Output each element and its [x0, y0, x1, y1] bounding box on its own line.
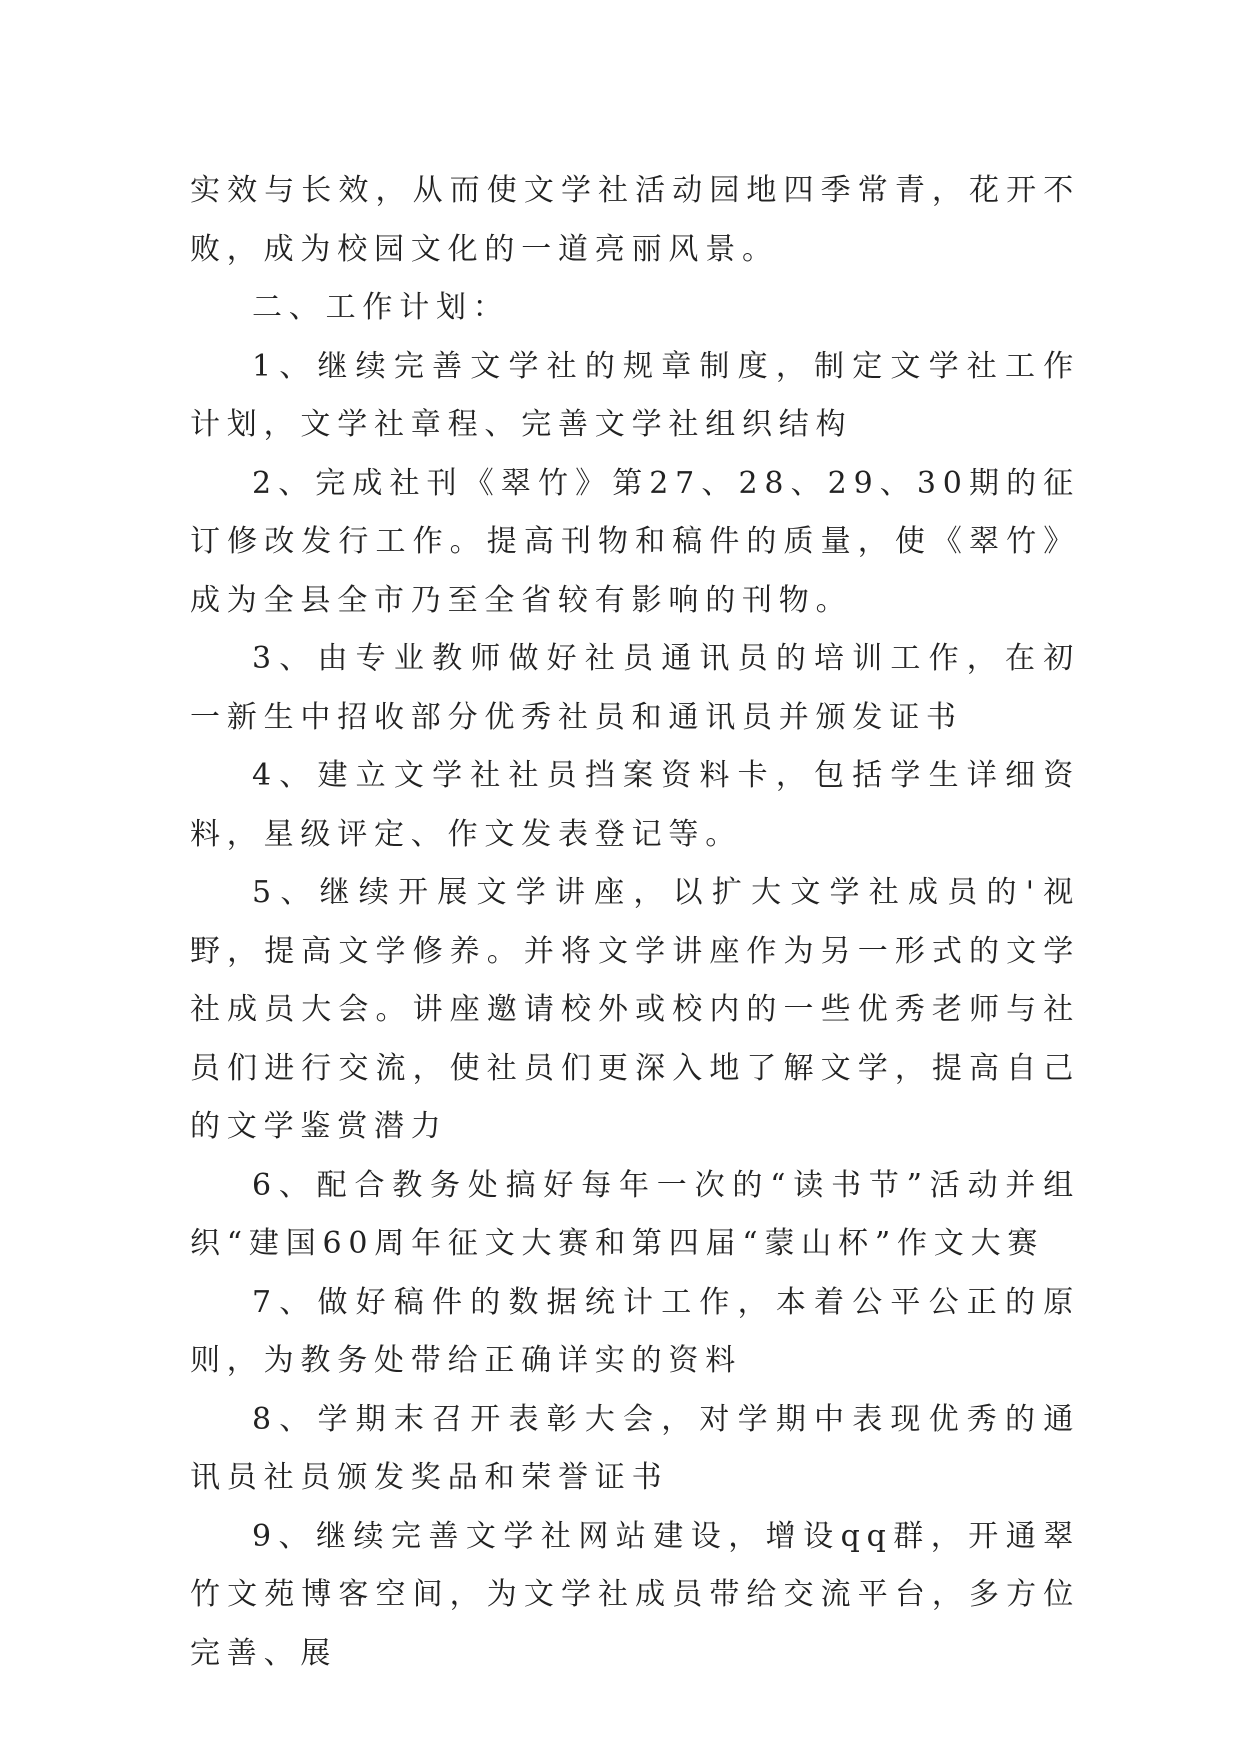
plan-item-2: 2、完成社刊《翠竹》第27、28、29、30期的征订修改发行工作。提高刊物和稿件的质量，使《翠竹》成为全县全市乃至全省较有影响的刊物。: [190, 465, 1080, 618]
plan-item-7: 7、做好稿件的数据统计工作，本着公平公正的原则，为教务处带给正确详实的资料: [190, 1284, 1080, 1378]
section-heading-work-plan: 二、工作计划：: [252, 290, 510, 325]
paragraph-continuation: 实效与长效，从而使文学社活动园地四季常青，花开不败，成为校园文化的一道亮丽风景。: [190, 173, 1080, 267]
plan-item-4: 4、建立文学社社员挡案资料卡，包括学生详细资料，星级评定、作文发表登记等。: [190, 758, 1080, 852]
plan-item-6: 6、配合教务处搞好每年一次的“读书节”活动并组织“建国60周年征文大赛和第四届“蒙山杯”作文大赛: [190, 1167, 1080, 1261]
plan-item-3: 3、由专业教师做好社员通讯员的培训工作，在初一新生中招收部分优秀社员和通讯员并颁发证书: [190, 641, 1080, 735]
plan-item-8: 8、学期末召开表彰大会，对学期中表现优秀的通讯员社员颁发奖品和荣誉证书: [190, 1401, 1080, 1495]
plan-item-1: 1、继续完善文学社的规章制度，制定文学社工作计划，文学社章程、完善文学社组织结构: [190, 348, 1080, 442]
plan-item-5: 5、继续开展文学讲座，以扩大文学社成员的'视野，提高文学修养。并将文学讲座作为另一形式的文学社成员大会。讲座邀请校外或校内的一些优秀老师与社员们进行交流，使社员们更深入地了解文学，提高自己的文学鉴赏潜力: [190, 875, 1080, 1144]
document-body: [190, 162, 1080, 1683]
plan-item-9: 9、继续完善文学社网站建设，增设qq群，开通翠竹文苑博客空间，为文学社成员带给交流平台，多方位完善、展: [190, 1518, 1080, 1671]
